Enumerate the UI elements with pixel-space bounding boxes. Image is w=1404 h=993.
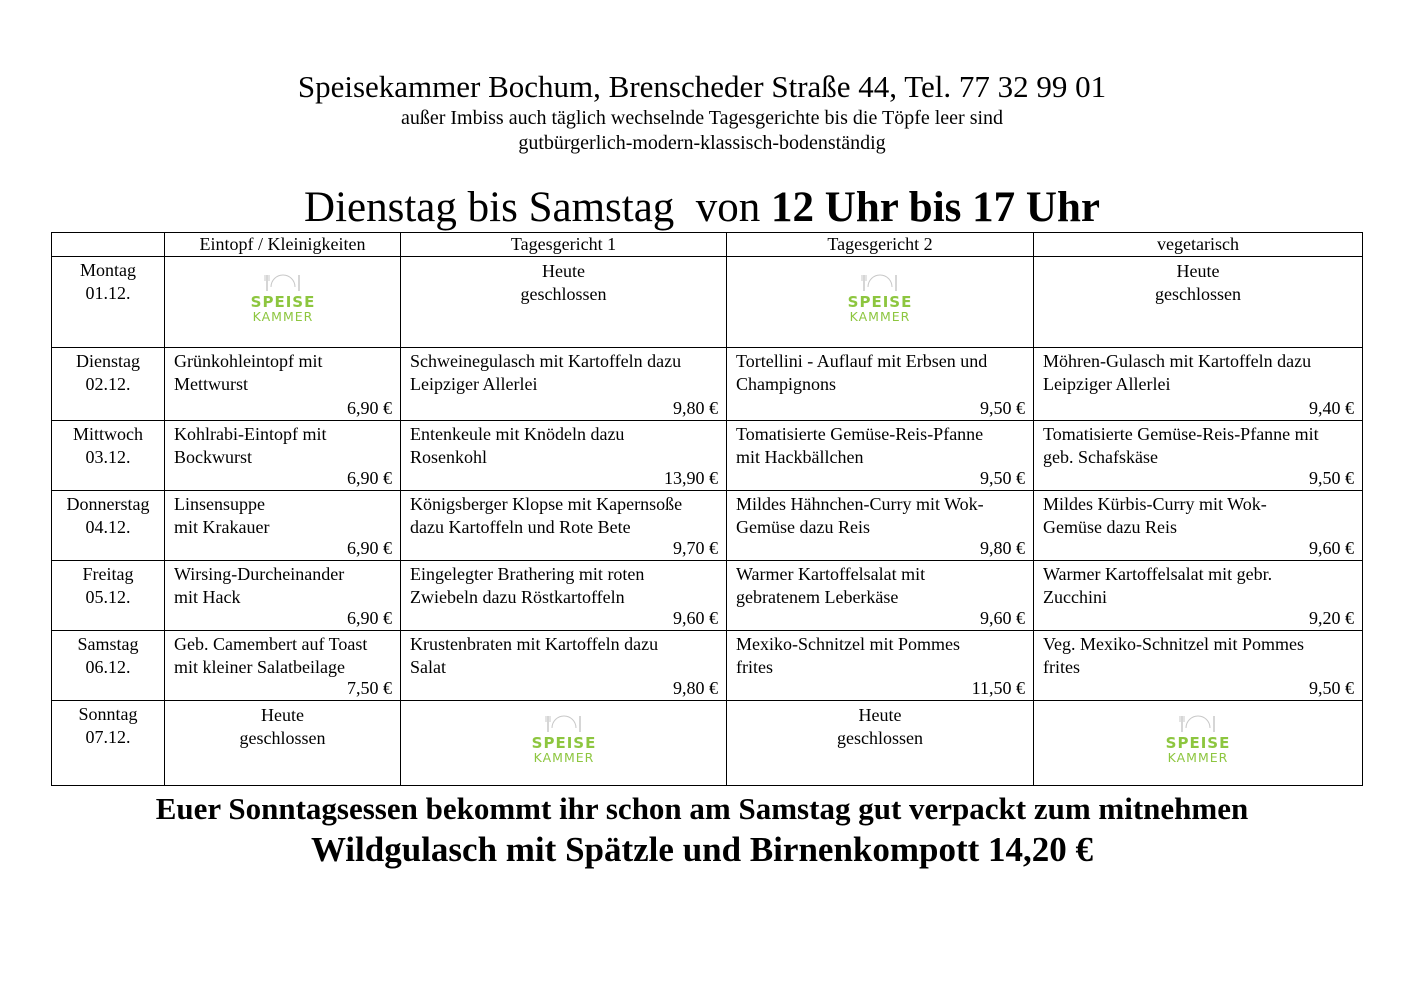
subtitle-style: gutbürgerlich-modern-klassisch-bodenständig [518,132,886,154]
dish-line-1: Veg. Mexiko-Schnitzel mit Pommes [1043,634,1304,654]
dish-cell [1034,561,1363,631]
dish-line-2: Gemüse dazu Reis [736,517,870,537]
restaurant-title: Speisekammer Bochum, Brenscheder Straße 44, Tel. 77 32 99 01 [297,69,1107,104]
weekly-menu-table [51,232,1363,786]
dish-line-1: Mexiko-Schnitzel mit Pommes [736,634,960,654]
dish-name [1034,421,1362,469]
dish-name [165,561,400,609]
dish-price: 13,90 € [664,468,718,488]
dish-line-2: Leipziger Allerlei [1043,374,1171,394]
logo-word-kammer: KAMMER [252,309,313,324]
closed-line-1: Heute [261,705,304,725]
closed-notice [401,257,727,348]
day-name: Dienstag [76,351,140,371]
speisekammer-logo [245,273,321,325]
dish-name [1034,491,1362,539]
dish-name [1034,561,1362,609]
dish-price: 11,50 € [971,678,1025,698]
dish-cell [401,631,727,701]
dish-line-2: geb. Schafskäse [1043,447,1158,467]
speisekammer-logo [1160,714,1236,766]
day-cell [52,348,165,421]
closed-line-2: geschlossen [520,284,607,304]
dish-line-1: Eingelegter Brathering mit roten [410,564,645,584]
dish-cell [727,561,1034,631]
dish-name [401,491,726,539]
dish-line-1: Mildes Hähnchen-Curry mit Wok- [736,494,984,514]
dish-price: 6,90 € [347,608,392,628]
dish-name [165,491,400,539]
sunday-meal-offer: Wildgulasch mit Spätzle und Birnenkompott 14,20 € [310,830,1094,869]
column-header-tagesgericht-2: Tagesgericht 2 [727,233,1034,257]
day-cell [52,491,165,561]
dish-line-2: Rosenkohl [410,447,488,467]
dish-cell [401,421,727,491]
logo-word-speise: SPEISE [250,293,315,311]
closed-line-2: geschlossen [837,728,923,748]
opening-days: Dienstag bis Samstag von [304,184,772,231]
dish-price: 9,80 € [980,538,1025,558]
dish-line-2: Leipziger Allerlei [410,374,538,394]
table-row [52,701,1363,786]
table-row [52,631,1363,701]
dish-cell [401,348,727,421]
dish-line-1: Möhren-Gulasch mit Kartoffeln dazu [1043,351,1312,371]
dish-line-2: Zwiebeln dazu Röstkartoffeln [410,587,625,607]
logo-word-kammer: KAMMER [1167,750,1229,765]
day-date: 02.12. [85,374,131,394]
dish-cell [165,491,401,561]
subtitle-daily-dishes: außer Imbiss auch täglich wechselnde Tagesgerichte bis die Töpfe leer sind [400,107,1004,129]
dish-name [727,421,1033,469]
dish-price: 9,50 € [1309,678,1354,698]
opening-time: 12 Uhr bis 17 Uhr [771,184,1100,231]
dish-price: 6,90 € [347,398,392,418]
dish-line-2: mit Hackbällchen [736,447,864,467]
dish-cell [165,561,401,631]
dish-line-2: mit Krakauer [174,517,270,537]
dish-line-1: Tomatisierte Gemüse-Reis-Pfanne [736,424,984,444]
table-row [52,257,1363,348]
dish-price: 6,90 € [347,468,392,488]
column-header-tagesgericht-1: Tagesgericht 1 [401,233,727,257]
dish-name [401,421,726,469]
logo-cell [401,701,727,786]
dish-name [727,491,1033,539]
logo-word-speise: SPEISE [847,293,913,311]
logo-word-speise: SPEISE [1165,734,1231,752]
dish-line-1: Tomatisierte Gemüse-Reis-Pfanne mit [1043,424,1319,444]
table-header-row [52,233,1363,257]
dish-price: 7,50 € [347,678,392,698]
dish-line-1: Schweinegulasch mit Kartoffeln dazu [410,351,682,371]
logo-word-kammer: KAMMER [849,309,911,324]
dish-price: 9,60 € [673,608,718,628]
dish-price: 9,50 € [980,398,1025,418]
table-row [52,491,1363,561]
dish-cell [727,421,1034,491]
dish-price: 6,90 € [347,538,392,558]
column-header-vegetarisch: vegetarisch [1034,233,1363,257]
dish-cell [727,631,1034,701]
dish-line-2: dazu Kartoffeln und Rote Bete [410,517,631,537]
dish-cell [401,561,727,631]
dish-cell [1034,631,1363,701]
dish-name [401,561,726,609]
dish-line-2: Bockwurst [174,447,252,467]
dish-price: 9,70 € [673,538,718,558]
day-date: 04.12. [85,517,131,537]
dish-price: 9,60 € [1309,538,1354,558]
day-cell [52,701,165,786]
day-date: 06.12. [85,657,131,677]
dish-line-1: Entenkeule mit Knödeln dazu [410,424,625,444]
table-row [52,561,1363,631]
dish-line-2: Zucchini [1043,587,1107,607]
dish-line-1: Geb. Camembert auf Toast [174,634,368,654]
dish-name [1034,348,1362,396]
dish-line-2: gebratenem Leberkäse [736,587,899,607]
dish-price: 9,80 € [673,398,718,418]
day-name: Montag [80,260,136,280]
dish-cell [401,491,727,561]
dish-line-2: frites [736,657,773,677]
sunday-meal-note: Euer Sonntagsessen bekommt ihr schon am Samstag gut verpackt zum mitnehmen [155,791,1249,826]
day-name: Mittwoch [73,424,143,444]
column-header-eintopf: Eintopf / Kleinigkeiten [165,233,401,257]
dish-name [165,348,400,396]
closed-line-1: Heute [1176,261,1220,281]
dish-cell [1034,348,1363,421]
dish-cell [165,421,401,491]
day-cell [52,561,165,631]
day-date: 05.12. [85,587,131,607]
dish-price: 9,20 € [1309,608,1354,628]
day-date: 07.12. [85,727,131,747]
table-row [52,348,1363,421]
dish-name [1034,631,1362,679]
column-header-day [52,233,165,257]
dish-line-1: Kohlrabi-Eintopf mit [174,424,327,444]
dish-line-1: Tortellini - Auflauf mit Erbsen und [736,351,988,371]
day-cell [52,631,165,701]
dish-name [727,631,1033,679]
dish-cell [165,631,401,701]
dish-line-1: Warmer Kartoffelsalat mit [736,564,926,584]
closed-line-2: geschlossen [239,728,326,748]
dish-line-1: Mildes Kürbis-Curry mit Wok- [1043,494,1267,514]
day-date: 01.12. [85,283,131,303]
dish-name [401,348,726,396]
day-name: Freitag [82,564,134,584]
dish-name [727,348,1033,396]
day-name: Samstag [77,634,139,654]
dish-cell [727,348,1034,421]
dish-name [165,631,400,679]
dish-price: 9,40 € [1309,398,1354,418]
day-cell [52,257,165,348]
logo-word-kammer: KAMMER [533,750,594,765]
dish-cell [1034,421,1363,491]
dish-line-1: Krustenbraten mit Kartoffeln dazu [410,634,659,654]
day-name: Donnerstag [66,494,150,514]
dish-cell [1034,491,1363,561]
closed-notice [727,701,1034,786]
dish-name [401,631,726,679]
dish-line-2: mit kleiner Salatbeilage [174,657,345,677]
dish-price: 9,50 € [1309,468,1354,488]
table-row [52,421,1363,491]
opening-hours [0,182,1404,234]
day-name: Sonntag [78,704,138,724]
dish-cell [165,348,401,421]
dish-line-1: Wirsing-Durcheinander [174,564,345,584]
dish-line-1: Königsberger Klopse mit Kapernsoße [410,494,683,514]
dish-name [165,421,400,469]
closed-notice [1034,257,1363,348]
dish-name [727,561,1033,609]
dish-line-2: Salat [410,657,446,677]
logo-cell [727,257,1034,348]
speisekammer-logo [526,714,602,766]
closed-notice [165,701,401,786]
dish-line-2: Gemüse dazu Reis [1043,517,1177,537]
dish-line-2: frites [1043,657,1080,677]
logo-cell [1034,701,1363,786]
speisekammer-logo [842,273,918,325]
logo-cell [165,257,401,348]
closed-line-1: Heute [542,261,585,281]
dish-cell [727,491,1034,561]
logo-word-speise: SPEISE [531,734,596,752]
closed-line-1: Heute [858,705,902,725]
dish-price: 9,80 € [673,678,718,698]
dish-line-1: Warmer Kartoffelsalat mit gebr. [1043,564,1273,584]
day-date: 03.12. [85,447,131,467]
dish-line-1: Linsensuppe [174,494,265,514]
dish-line-2: mit Hack [174,587,241,607]
dish-price: 9,60 € [980,608,1025,628]
dish-price: 9,50 € [980,468,1025,488]
day-cell [52,421,165,491]
dish-line-1: Grünkohleintopf mit [174,351,323,371]
closed-line-2: geschlossen [1155,284,1241,304]
dish-line-2: Champignons [736,374,837,394]
dish-line-2: Mettwurst [174,374,248,394]
